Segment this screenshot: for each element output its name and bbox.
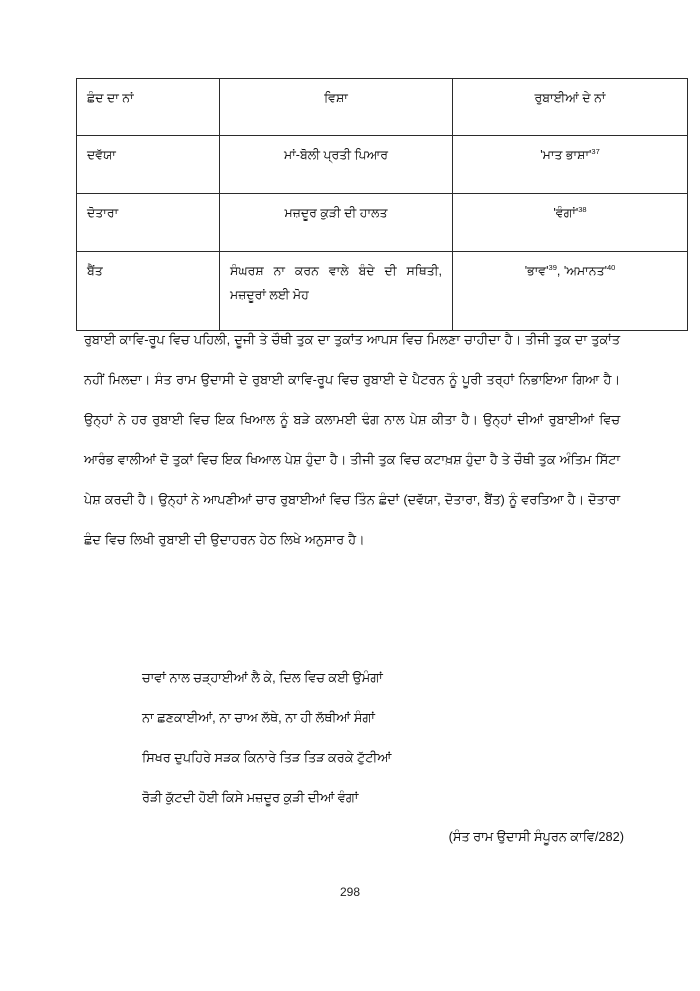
verse-line: ਨਾ ਛਣਕਾਈਆਂ, ਨਾ ਚਾਅ ਲੱਥੇ, ਨਾ ਹੀ ਲੱਥੀਆਂ ਸੰਗਾਂ [142, 710, 375, 725]
cell-chhand-name: ਦਵੱਯਾ [77, 136, 220, 194]
verse-line: ਰੋੜੀ ਕੁੱਟਦੀ ਹੋਈ ਕਿਸੇ ਮਜ਼ਦੂਰ ਕੁੜੀ ਦੀਆਂ ਵੰਗਾਂ [142, 790, 359, 805]
footnote-marker-secondary: 40 [606, 262, 616, 272]
table-header-chhand-name: ਛੰਦ ਦਾ ਨਾਂ [77, 79, 220, 136]
page-number: 298 [339, 885, 361, 899]
rubaai-name-text-secondary: , 'ਅਮਾਨਤ' [556, 264, 607, 278]
cell-subject: ਮਾਂ-ਬੋਲੀ ਪ੍ਰਤੀ ਪਿਆਰ [220, 136, 453, 194]
cell-chhand-name: ਦੋਤਾਰਾ [77, 194, 220, 252]
cell-subject: ਮਜ਼ਦੂਰ ਕੁੜੀ ਦੀ ਹਾਲਤ [220, 194, 453, 252]
table-row [77, 252, 688, 331]
footnote-marker: 38 [578, 204, 587, 214]
verse-line: ਸਿਖਰ ਦੁਪਹਿਰੇ ਸੜਕ ਕਿਨਾਰੇ ਤਿੜ ਤਿੜ ਕਰਕੇ ਟੁੱਟੀਆਂ [142, 750, 392, 765]
table-row [77, 194, 688, 252]
rubaai-name-text: 'ਭਾਵ' [524, 264, 549, 278]
footnote-marker: 37 [591, 146, 600, 156]
table-header-rubaai-names: ਰੁਬਾਈਆਂ ਦੇ ਨਾਂ [453, 79, 688, 136]
table-header-row [77, 79, 688, 136]
cell-rubaai-names [453, 252, 688, 331]
rubaai-name-text: 'ਮਾਤ ਭਾਸ਼ਾ' [540, 148, 592, 162]
verse-line: ਚਾਵਾਂ ਨਾਲ ਚੜ੍ਹਾਈਆਂ ਲੈ ਕੇ, ਦਿਲ ਵਿਚ ਕਈ ਉਮੰਗਾਂ [142, 670, 383, 685]
table-header-subject: ਵਿਸ਼ਾ [220, 79, 453, 136]
cell-rubaai-names [453, 136, 688, 194]
cell-subject: ਸੰਘਰਸ਼ ਨਾ ਕਰਨ ਵਾਲੇ ਬੰਦੇ ਦੀ ਸਥਿਤੀ, ਮਜ਼ਦੂਰਾਂ ਲਈ ਮੋਹ [220, 252, 453, 331]
table-row [77, 136, 688, 194]
source-citation: (ਸੰਤ ਰਾਮ ਉਦਾਸੀ ਸੰਪੂਰਨ ਕਾਵਿ/282) [448, 829, 624, 844]
body-paragraph: ਰੁਬਾਈ ਕਾਵਿ-ਰੂਪ ਵਿਚ ਪਹਿਲੀ, ਦੂਜੀ ਤੇ ਚੌਥੀ ਤੁਕ ਦਾ ਤੁਕਾਂਤ ਆਪਸ ਵਿਚ ਮਿਲਣਾ ਚਾਹੀਦਾ ਹੈ। ਤੀਜੀ ਤੁਕ ਦਾ ਤੁਕਾਂਤ ਨਹੀਂ ਮਿਲਦਾ। ਸੰਤ ਰਾਮ ਉਦਾਸੀ ਦੇ ਰੁਬਾਈ ਕਾਵਿ-ਰੂਪ ਵਿਚ ਰੁਬਾਈ ਦੇ ਪੈਟਰਨ ਨੂੰ ਪੂਰੀ ਤਰ੍ਹਾਂ ਨਿਭਾਇਆ ਗਿਆ ਹੈ। ਉਨ੍ਹਾਂ ਨੇ ਹਰ ਰੁਬਾਈ ਵਿਚ ਇਕ ਖਿਆਲ ਨੂੰ ਬੜੇ ਕਲਾਮਈ ਢੰਗ ਨਾਲ ਪੇਸ਼ ਕੀਤਾ ਹੈ। ਉਨ੍ਹਾਂ ਦੀਆਂ ਰੁਬਾਈਆਂ ਵਿਚ ਆਰੰਭ ਵਾਲੀਆਂ ਦੋ ਤੁਕਾਂ ਵਿਚ ਇਕ ਖਿਆਲ ਪੇਸ਼ ਹੁੰਦਾ ਹੈ। ਤੀਜੀ ਤੁਕ ਵਿਚ ਕਟਾਖ਼ਸ਼ ਹੁੰਦਾ ਹੈ ਤੇ ਚੌਥੀ ਤੁਕ ਅੰਤਿਮ ਸਿੱਟਾ ਪੇਸ਼ ਕਰਦੀ ਹੈ। ਉਨ੍ਹਾਂ ਨੇ ਆਪਣੀਆਂ ਚਾਰ ਰੁਬਾਈਆਂ ਵਿਚ ਤਿੰਨ ਛੰਦਾਂ (ਦਵੱਯਾ, ਦੋਤਾਰਾ, ਬੈਂਤ) ਨੂੰ ਵਰਤਿਆ ਹੈ। ਦੋਤਾਰਾ ਛੰਦ ਵਿਚ ਲਿਖੀ ਰੁਬਾਈ ਦੀ ਉਦਾਹਰਨ ਹੇਠ ਲਿਖੇ ਅਨੁਸਾਰ ਹੈ। [84, 332, 620, 547]
footnote-marker: 39 [548, 262, 557, 272]
chhand-summary-table [76, 78, 688, 331]
cell-rubaai-names [453, 194, 688, 252]
rubaai-name-text: 'ਵੰਗਾਂ' [553, 206, 579, 220]
cell-chhand-name: ਬੈਂਤ [77, 252, 220, 331]
verse-quotation [142, 658, 612, 818]
